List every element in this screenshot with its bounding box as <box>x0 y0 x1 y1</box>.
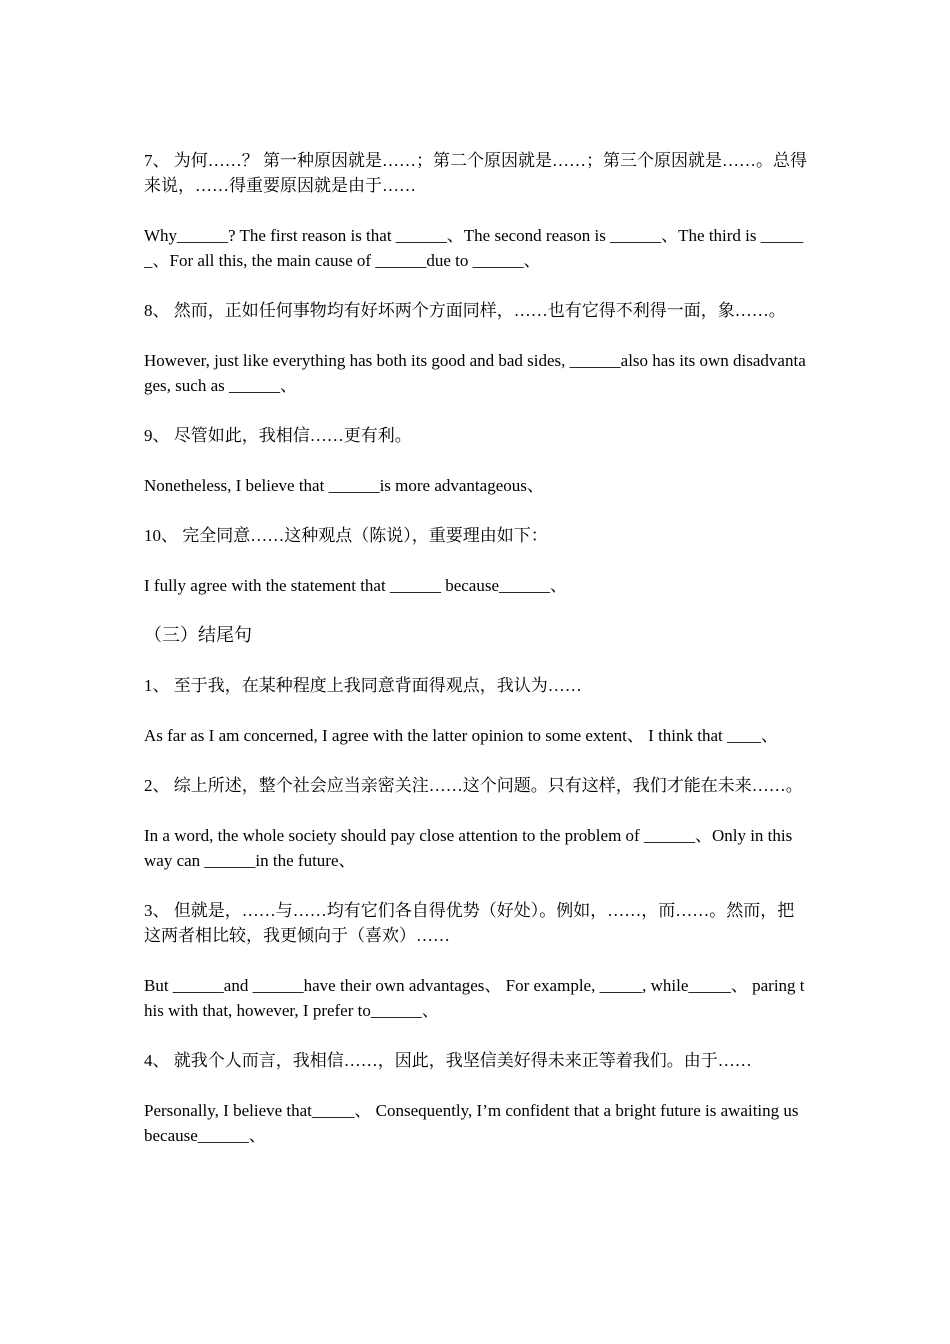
paragraph-7-en: Why______? The first reason is that ______、The second reason is ______、The third is ______、For all this, the main cause of ______due to ______、 <box>144 226 804 270</box>
closing-2-en: In a word, the whole society should pay close attention to the problem of ______、Only in this way can ______in the future、 <box>144 826 793 870</box>
closing-4-en: Personally, I believe that_____、 Consequently, I’m confident that a bright future is awaiting us because______、 <box>144 1101 799 1145</box>
closing-1-en: As far as I am concerned, I agree with the latter opinion to some extent、 I think that ____、 <box>144 726 779 745</box>
closing-3-en: But ______and ______have their own advantages、 For example, _____, while_____、 paring this with that, however, I prefer to______、 <box>144 976 805 1020</box>
paragraph-9-en: Nonetheless, I believe that ______is more advantageous、 <box>144 476 544 495</box>
closing-4-cn: 4、 就我个人而言，我相信……，因此，我坚信美好得未来正等着我们。由于…… <box>144 1051 752 1070</box>
document-page <box>144 148 808 1173</box>
paragraph-8-cn: 8、 然而，正如任何事物均有好坏两个方面同样，……也有它得不利得一面，象……。 <box>144 301 786 320</box>
paragraph-10-cn: 10、 完全同意……这种观点（陈说），重要理由如下： <box>144 526 548 545</box>
closing-3-cn: 3、 但就是，……与……均有它们各自得优势（好处）。例如，……，而……。然而，把这两者相比较，我更倾向于（喜欢）…… <box>144 901 795 945</box>
paragraph-9-cn: 9、 尽管如此，我相信……更有利。 <box>144 426 412 445</box>
closing-2-cn: 2、 综上所述，整个社会应当亲密关注……这个问题。只有这样，我们才能在未来……。 <box>144 776 803 795</box>
closing-1-cn: 1、 至于我，在某种程度上我同意背面得观点，我认为…… <box>144 676 582 695</box>
paragraph-7-cn: 7、 为何……？ 第一种原因就是……；第二个原因就是……；第三个原因就是……。总得来说，……得重要原因就是由于…… <box>144 151 807 195</box>
paragraph-8-en: However, just like everything has both its good and bad sides, ______also has its own disadvantages, such as ______、 <box>144 351 806 395</box>
paragraph-10-en: I fully agree with the statement that ______ because______、 <box>144 576 567 595</box>
section-heading-closing-sentences: （三）结尾句 <box>144 625 252 645</box>
